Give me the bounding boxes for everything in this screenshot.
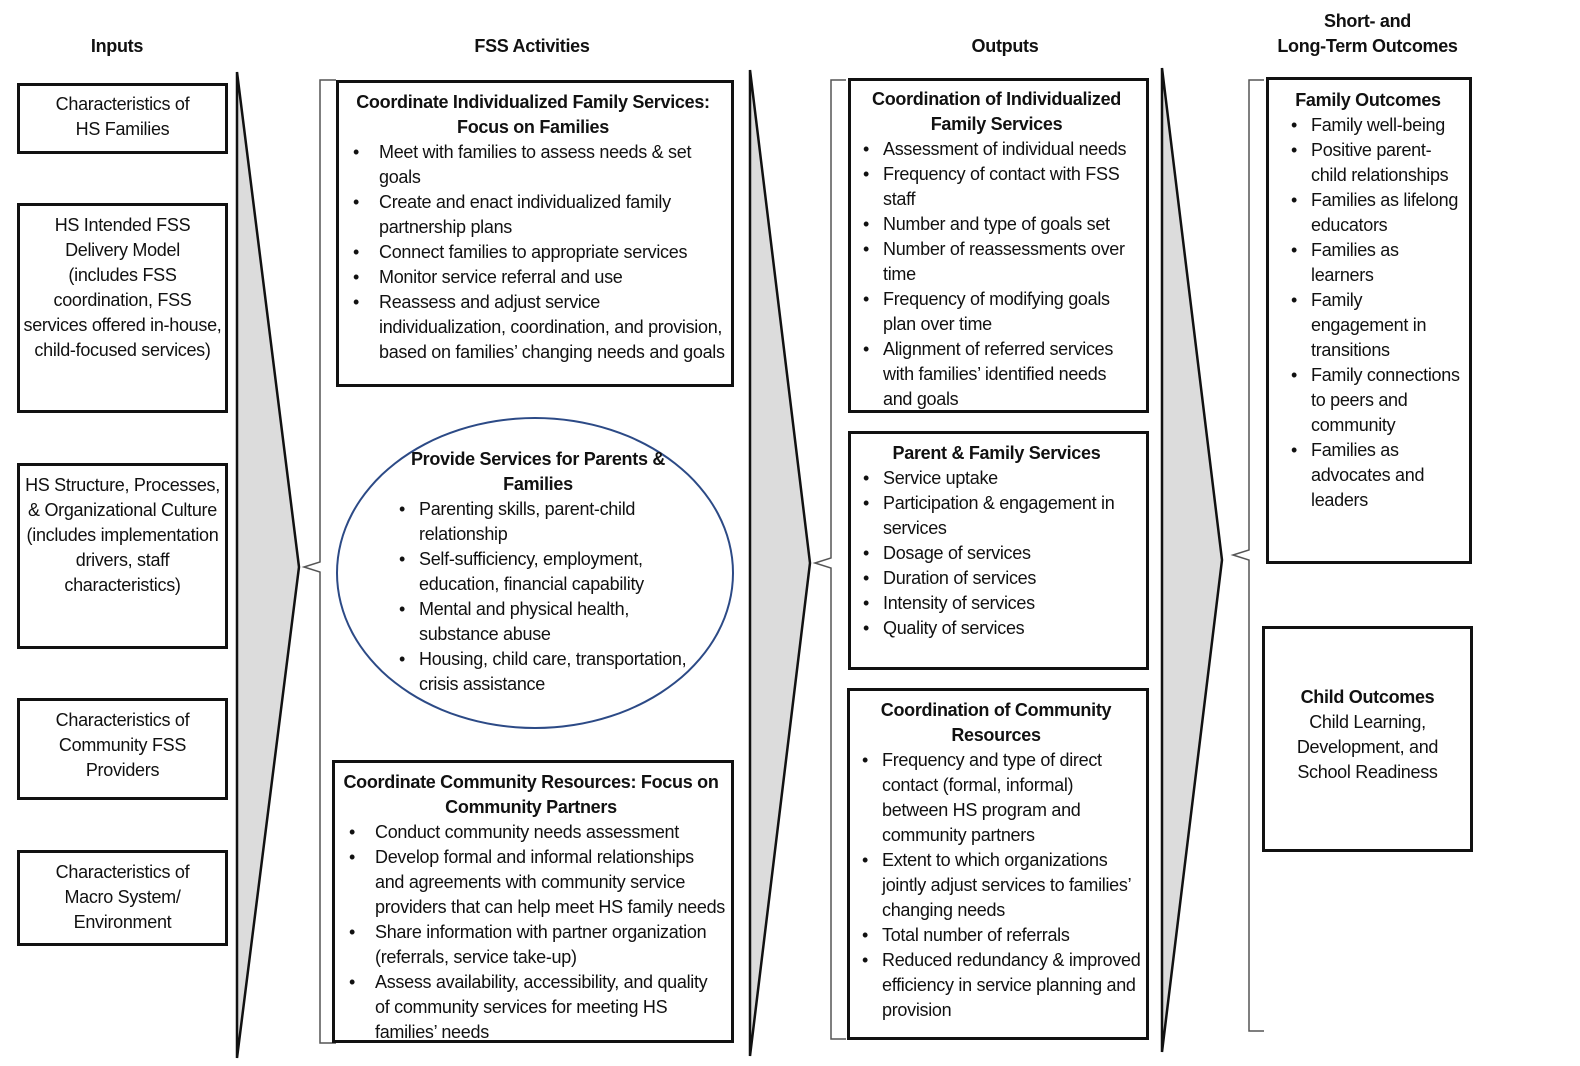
output-title-coordination-community: Coordination of Community Resources	[880, 700, 1112, 745]
list-item: • Meet with families to assess needs & set goals	[339, 140, 727, 190]
list-item: • Connect families to appropriate services	[339, 240, 727, 265]
list-item: • Family connections to peers and community	[1279, 363, 1467, 438]
list-item: • Participation & engagement in services	[851, 491, 1142, 541]
arrow-activities-to-outputs	[750, 70, 810, 1056]
list-item: • Family well-being	[1279, 113, 1467, 138]
outcome-box-child: Child Outcomes Child Learning, Development, and School Readiness	[1262, 626, 1473, 852]
output-box-coordination-family	[848, 78, 1149, 413]
outcome-title-family: Family Outcomes	[1295, 90, 1441, 110]
list-item: • Number and type of goals set	[851, 212, 1142, 237]
activity-list-coordinate-community	[335, 820, 727, 1045]
input-box-hs-families: Characteristics of HS Families	[17, 83, 228, 154]
list-item: • Alignment of referred services with families’ identified needs and goals	[851, 337, 1142, 412]
output-title-coordination-family: Coordination of Individualized Family Services	[872, 89, 1121, 134]
list-item: • Parenting skills, parent-child relationship	[393, 497, 693, 547]
list-item: • Families as advocates and leaders	[1279, 438, 1467, 513]
list-item: • Quality of services	[851, 616, 1142, 641]
input-box-macro-system: Characteristics of Macro System/ Environment	[17, 850, 228, 946]
bracket-outcomes	[1233, 80, 1264, 1031]
outcome-title-child: Child Outcomes	[1300, 687, 1435, 707]
activity-list-provide-services	[393, 497, 693, 697]
output-box-parent-family-services	[848, 431, 1149, 670]
input-box-community-providers: Characteristics of Community FSS Providers	[17, 698, 228, 800]
output-list-coordination-community	[850, 748, 1142, 1023]
inputs-header: Inputs	[90, 36, 144, 56]
list-item: • Positive parent- child relationships	[1279, 138, 1467, 188]
input-box-delivery-model: HS Intended FSS Delivery Model (includes FSS coordination, FSS services offered in-house, child-focused services)	[17, 203, 228, 413]
list-item: • Number of reassessments over time	[851, 237, 1142, 287]
arrow-inputs-to-activities	[237, 72, 299, 1058]
activity-title-coordinate-families: Coordinate Individualized Family Services: Focus on Families	[356, 92, 710, 137]
list-item: • Intensity of services	[851, 591, 1142, 616]
activity-content-provide-services	[393, 447, 693, 697]
input-box-hs-structure: HS Structure, Processes, & Organizational Culture (includes implementation drivers, staff characteristics)	[17, 463, 228, 649]
list-item: • Reassess and adjust service individualization, coordination, and provision, based on families’ changing needs and goals	[339, 290, 727, 365]
activity-box-coordinate-community	[332, 760, 734, 1043]
output-list-coordination-family	[851, 137, 1142, 412]
output-box-coordination-community	[847, 688, 1149, 1040]
list-item: • Dosage of services	[851, 541, 1142, 566]
activities-header: FSS Activities	[474, 36, 590, 56]
list-item: • Assessment of individual needs	[851, 137, 1142, 162]
outcomes-header: Short- and Long-Term Outcomes	[1277, 11, 1458, 56]
list-item: • Assess availability, accessibility, and quality of community services for meeting HS families’ needs	[335, 970, 727, 1045]
arrow-outputs-to-outcomes	[1162, 68, 1222, 1052]
output-title-parent-family-services: Parent & Family Services	[892, 443, 1101, 463]
list-item: • Service uptake	[851, 466, 1142, 491]
list-item: • Housing, child care, transportation, crisis assistance	[393, 647, 693, 697]
list-item: • Frequency of modifying goals plan over time	[851, 287, 1142, 337]
activity-title-coordinate-community: Coordinate Community Resources: Focus on Community Partners	[343, 772, 719, 817]
outcome-list-family	[1269, 113, 1467, 513]
list-item: • Duration of services	[851, 566, 1142, 591]
list-item: • Create and enact individualized family partnership plans	[339, 190, 727, 240]
list-item: • Conduct community needs assessment	[335, 820, 727, 845]
list-item: • Frequency and type of direct contact (formal, informal) between HS program and community partners	[850, 748, 1142, 848]
list-item: • Reduced redundancy & improved efficiency in service planning and provision	[850, 948, 1142, 1023]
list-item: • Monitor service referral and use	[339, 265, 727, 290]
list-item: • Frequency of contact with FSS staff	[851, 162, 1142, 212]
list-item: • Develop formal and informal relationships and agreements with community service providers that can help meet HS family needs	[335, 845, 727, 920]
output-list-parent-family-services	[851, 466, 1142, 641]
list-item: • Total number of referrals	[850, 923, 1142, 948]
activity-list-coordinate-families	[339, 140, 727, 365]
outcome-box-family	[1266, 77, 1472, 564]
bracket-outputs	[815, 80, 846, 1039]
outputs-header: Outputs	[971, 36, 1039, 56]
activity-box-coordinate-families	[336, 80, 734, 387]
list-item: • Families as learners	[1279, 238, 1467, 288]
list-item: • Share information with partner organization (referrals, service take-up)	[335, 920, 727, 970]
list-item: • Families as lifelong educators	[1279, 188, 1467, 238]
list-item: • Family engagement in transitions	[1279, 288, 1467, 363]
list-item: • Self-sufficiency, employment, education, financial capability	[393, 547, 693, 597]
activity-title-provide-services: Provide Services for Parents & Families	[410, 449, 666, 494]
list-item: • Mental and physical health, substance abuse	[393, 597, 693, 647]
list-item: • Extent to which organizations jointly adjust services to families’ changing needs	[850, 848, 1142, 923]
